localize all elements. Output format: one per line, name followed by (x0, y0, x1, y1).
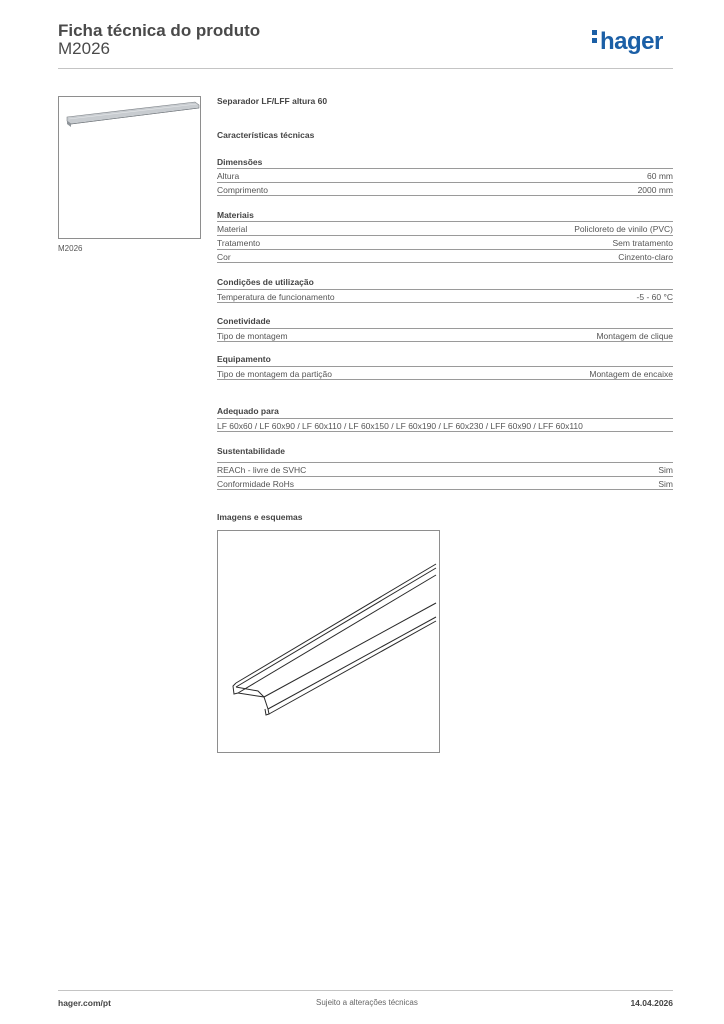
spec-value: 60 mm (647, 171, 673, 181)
spec-row (217, 366, 673, 380)
section-title-conditions: Condições de utilização (217, 277, 314, 287)
footer-website-link[interactable]: hager.com/pt (58, 998, 111, 1008)
compatible-list: LF 60x60 / LF 60x90 / LF 60x110 / LF 60x150 / LF 60x190 / LF 60x230 / LFF 60x90 / LFF 60x110 (217, 421, 583, 431)
logo-text: hager (600, 28, 663, 55)
technical-heading: Características técnicas (217, 130, 315, 140)
spec-value: Cinzento-claro (618, 252, 673, 262)
section-title-connectivity: Conetividade (217, 316, 271, 326)
spec-row (217, 476, 673, 490)
section-title-suitable: Adequado para (217, 406, 279, 416)
spec-row (217, 221, 673, 235)
spec-label: Conformidade RoHs (217, 479, 295, 489)
spec-label: Material (217, 224, 248, 234)
images-heading: Imagens e esquemas (217, 512, 303, 522)
spec-value: Sim (658, 465, 673, 475)
product-name: Separador LF/LFF altura 60 (217, 96, 328, 106)
spec-row (217, 249, 673, 263)
product-thumbnail (58, 96, 201, 239)
spec-label: Tipo de montagem (217, 331, 288, 341)
hager-logo (592, 28, 663, 56)
spec-row (217, 168, 673, 182)
separator-rail-thumbnail-icon (59, 97, 200, 238)
product-code: M2026 (58, 39, 110, 58)
spec-label: Tratamento (217, 238, 261, 248)
spec-value: Sem tratamento (612, 238, 673, 248)
spec-value: Sim (658, 479, 673, 489)
spec-row (217, 182, 673, 196)
section-title-equipment: Equipamento (217, 354, 271, 364)
logo-dots-icon (592, 30, 597, 46)
section-title-materials: Materiais (217, 210, 254, 220)
spec-row (217, 235, 673, 249)
spec-label: Temperatura de funcionamento (217, 292, 335, 302)
technical-drawing (217, 530, 440, 753)
spec-label: Altura (217, 171, 240, 181)
spec-label: Tipo de montagem da partição (217, 369, 332, 379)
compatible-list-row (217, 418, 673, 432)
page-title: Ficha técnica do produto (58, 21, 261, 40)
footer-divider (58, 990, 673, 991)
spec-value: Montagem de clique (596, 331, 673, 341)
spec-value: -5 - 60 °C (636, 292, 673, 302)
spec-row (217, 462, 673, 476)
spec-row (217, 289, 673, 303)
section-title-dimensions: Dimensões (217, 157, 263, 167)
spec-value: 2000 mm (637, 185, 673, 195)
spec-value: Montagem de encaixe (589, 369, 673, 379)
footer-date: 14.04.2026 (630, 998, 673, 1008)
separator-profile-drawing-icon (218, 531, 439, 752)
section-title-sustainability: Sustentabilidade (217, 446, 286, 456)
header-divider (58, 68, 673, 69)
spec-row (217, 328, 673, 342)
spec-value: Policloreto de vinilo (PVC) (574, 224, 673, 234)
thumbnail-caption: M2026 (58, 244, 83, 253)
spec-label: Comprimento (217, 185, 269, 195)
spec-label: REACh - livre de SVHC (217, 465, 307, 475)
spec-label: Cor (217, 252, 231, 262)
footer-notice: Sujeito a alterações técnicas (316, 998, 418, 1007)
